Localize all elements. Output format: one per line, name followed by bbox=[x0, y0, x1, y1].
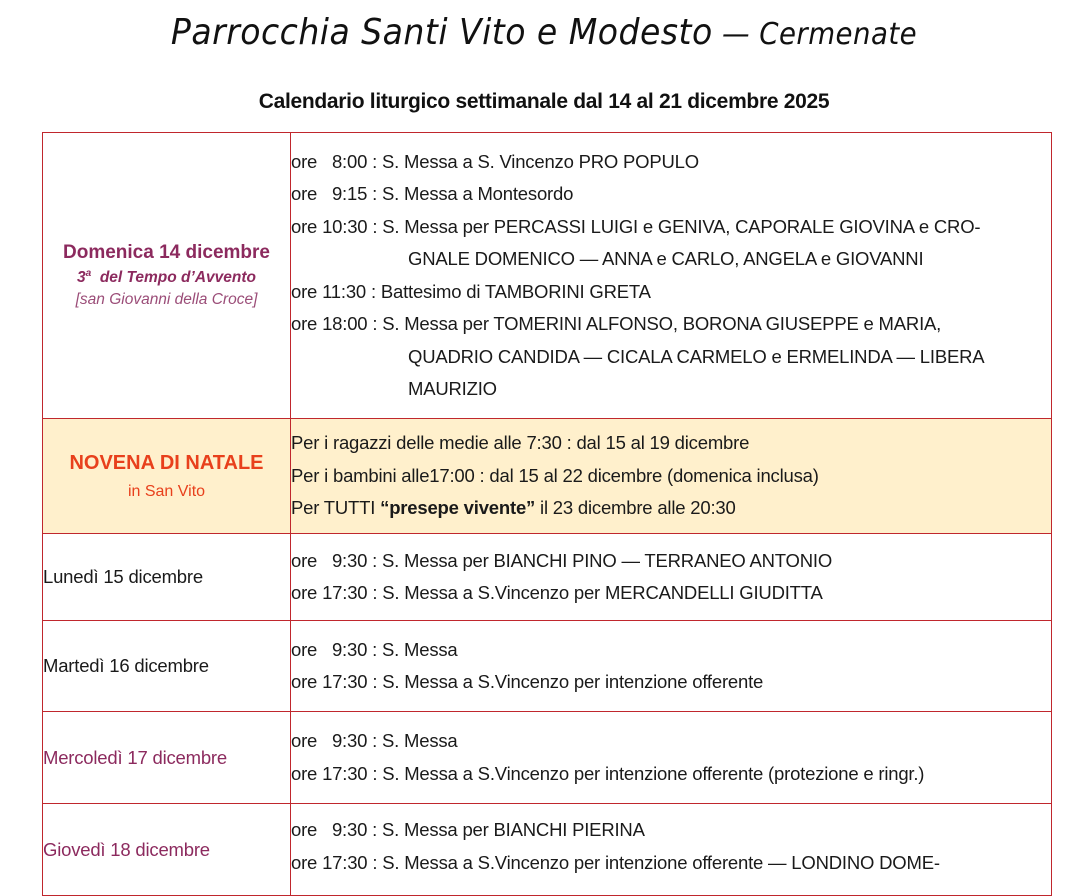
parish-title bbox=[44, 12, 1045, 53]
event-line: ore 17:30 : S. Messa a S.Vincenzo per MERCANDELLI GIUDITTA bbox=[291, 582, 823, 603]
events-cell bbox=[291, 133, 1052, 419]
table-row-tuesday bbox=[43, 621, 1052, 712]
novena-line: Per TUTTI “presepe vivente” il 23 dicembre alle 20:30 bbox=[291, 497, 736, 519]
event-line: ore 8:00 : S. Messa a S. Vincenzo PRO POPULO bbox=[291, 150, 699, 172]
title-location: Cermenate bbox=[759, 17, 918, 52]
event-line: ore 17:30 : S. Messa a S.Vincenzo per intenzione offerente bbox=[291, 671, 764, 692]
day-cell bbox=[43, 133, 291, 419]
event-line: ore 9:30 : S. Messa bbox=[291, 638, 458, 660]
liturgical-occasion: 3$^a$ del Tempo d’Avvento bbox=[77, 267, 256, 287]
day-cell bbox=[43, 712, 291, 804]
table-row-wednesday bbox=[43, 712, 1052, 804]
day-label: Giovedì 18 dicembre bbox=[43, 838, 210, 860]
table-row-sunday bbox=[43, 133, 1052, 419]
novena-line: Per i ragazzi delle medie alle 7:30 : dal 15 al 19 dicembre bbox=[291, 432, 750, 454]
event-line: ore 17:30 : S. Messa a S.Vincenzo per intenzione offerente (protezione e ringr.) bbox=[291, 762, 925, 784]
event-line: ore 9:30 : S. Messa per BIANCHI PIERINA bbox=[291, 819, 645, 840]
event-line: ore 11:30 : Battesimo di TAMBORINI GRETA bbox=[291, 280, 651, 302]
day-label: Lunedì 15 dicembre bbox=[43, 566, 203, 587]
day-cell bbox=[43, 804, 291, 896]
table-row-thursday bbox=[43, 804, 1052, 896]
event-line: ore 18:00 : S. Messa per TOMERINI ALFONSO, BORONA GIUSEPPE e MARIA, QUADRIO CANDIDA — CICALA CARMELO e ERMELINDA — LIBERA MAURIZIO bbox=[291, 313, 985, 399]
novena-cell bbox=[43, 419, 291, 534]
title-separator: — bbox=[712, 17, 760, 52]
event-line: ore 9:15 : S. Messa a Montesordo bbox=[291, 183, 574, 204]
title-name: Parrocchia Santi Vito e Modesto bbox=[170, 12, 713, 53]
calendar-subtitle: Calendario liturgico settimanale dal 14 al 21 dicembre 2025 bbox=[258, 90, 830, 113]
liturgical-calendar-table bbox=[42, 132, 1052, 896]
saint-of-day: [san Giovanni della Croce] bbox=[75, 291, 258, 309]
novena-place: in San Vito bbox=[127, 482, 206, 500]
novena-title: NOVENA DI NATALE bbox=[69, 451, 264, 474]
event-line: ore 10:30 : S. Messa per PERCASSI LUIGI e GENIVA, CAPORALE GIOVINA e CRO- GNALE DOMENICO — ANNA e CARLO, ANGELA e GIOVANNI bbox=[291, 215, 981, 269]
day-label: Mercoledì 17 dicembre bbox=[43, 746, 227, 768]
events-cell bbox=[291, 804, 1052, 896]
novena-details-cell bbox=[291, 419, 1052, 534]
event-line: ore 9:30 : S. Messa per BIANCHI PINO — TERRANEO ANTONIO bbox=[291, 549, 833, 571]
events-cell bbox=[291, 621, 1052, 712]
table-row-novena bbox=[43, 419, 1052, 534]
event-line: ore 9:30 : S. Messa bbox=[291, 730, 458, 751]
event-line: ore 17:30 : S. Messa a S.Vincenzo per intenzione offerente — LONDINO DOME- bbox=[291, 851, 940, 873]
events-cell bbox=[291, 712, 1052, 804]
day-cell bbox=[43, 621, 291, 712]
day-label: Domenica 14 dicembre bbox=[63, 241, 270, 263]
table-row-monday bbox=[43, 534, 1052, 621]
day-cell bbox=[43, 534, 291, 621]
events-cell bbox=[291, 534, 1052, 621]
novena-line: Per i bambini alle17:00 : dal 15 al 22 dicembre (domenica inclusa) bbox=[291, 464, 819, 486]
day-label: Martedì 16 dicembre bbox=[43, 655, 209, 676]
